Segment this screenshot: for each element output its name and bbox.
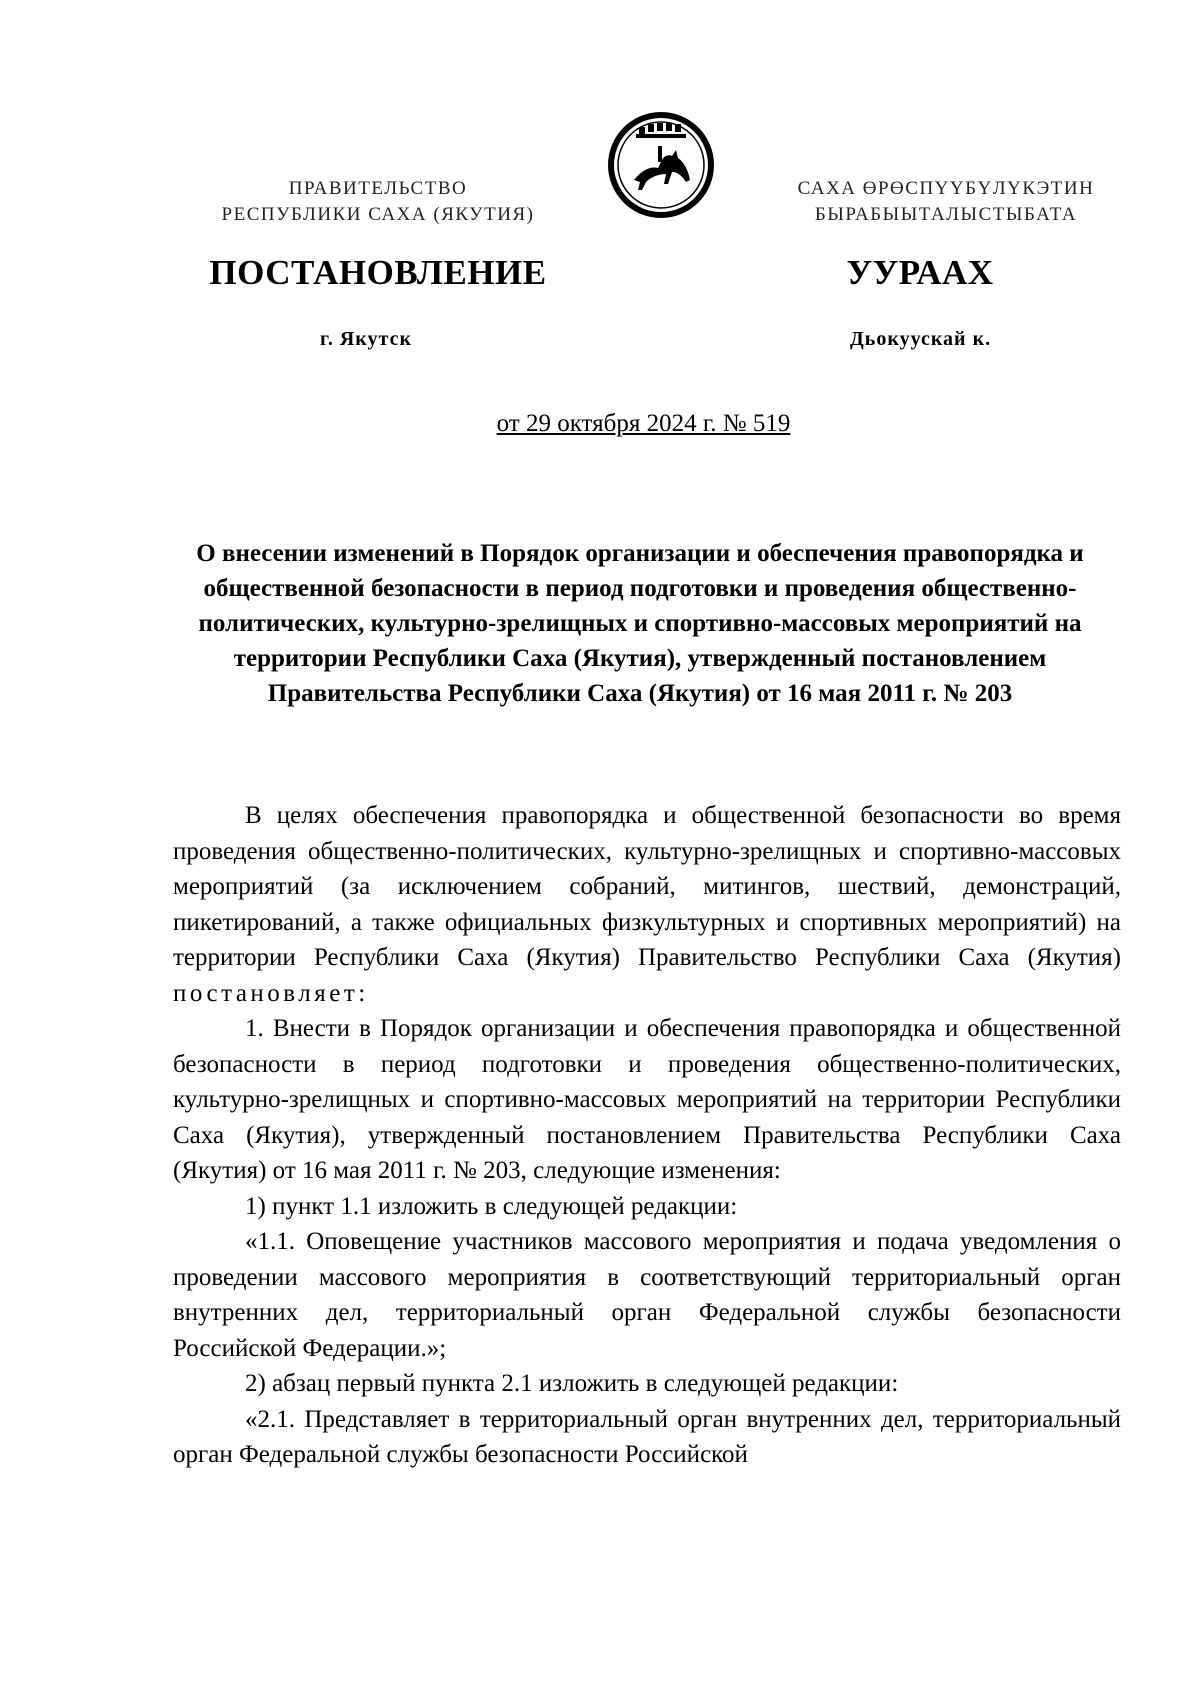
document-type-title-ru: ПОСТАНОВЛЕНИЕ (209, 253, 547, 292)
header-left-organization (148, 176, 608, 228)
document-subject: О внесении изменений в Порядок организации и обеспечения правопорядка и общественной безопасности в период подготовки и проведения общественно-политических, культурно-зрелищных и спортивно-массовых мероприятий на территории Республики Саха (Якутия), утвержденный постановлением Правительства Республики Саха (Якутия) от 16 мая 2011 г. № 203 (196, 540, 1084, 707)
sub-item-2-paragraph: 2) абзац первый пункта 2.1 изложить в следующей редакции: (245, 1370, 899, 1397)
quoted-clause-2-1-paragraph: «2.1. Представляет в территориальный орган внутренних дел, территориальный орган Федеральной службы безопасности Российской (173, 1405, 1121, 1468)
city-ru: г. Якутск (320, 328, 412, 350)
city-sakha: Дьокуускай к. (850, 328, 992, 350)
clause-1-paragraph: 1. Внести в Порядок организации и обеспечения правопорядка и общественной безопасности в период подготовки и проведения общественно-политических, культурно-зрелищных и спортивно-массовых мероприятий на территории Республики Саха (Якутия), утвержденный постановлением Правительства Республики Саха (Якутия) от 16 мая 2011 г. № 203, следующие изменения: (173, 1015, 1121, 1184)
header-right-organization (716, 176, 1176, 228)
preamble-paragraph (173, 798, 1121, 1011)
header-right-line1: САХА ӨРӨСПҮҮБҮЛҮКЭТИН (797, 178, 1095, 199)
coat-of-arms-icon (606, 110, 716, 220)
quoted-clause-1-1-paragraph: «1.1. Оповещение участников массового мероприятия и подача уведомления о проведении массового мероприятия в соответствующий территориальный орган внутренних дел, территориальный орган Федеральной службы безопасности Российской Федерации.»; (173, 1228, 1121, 1362)
document-date-number: от 29 октября 2024 г. № 519 (496, 410, 791, 437)
header-right-line2: БЫРАБЫЫТАЛЫСТЫБАТА (814, 204, 1078, 225)
header-left-line2: РЕСПУБЛИКИ САХА (ЯКУТИЯ) (221, 204, 535, 225)
decree-verb: постановляет: (173, 979, 369, 1007)
sub-item-1-paragraph: 1) пункт 1.1 изложить в следующей редакции: (245, 1192, 738, 1220)
preamble-text: В целях обеспечения правопорядка и общественной безопасности во время проведения общественно-политических, культурно-зрелищных и спортивно-массовых мероприятий (за исключением собраний, митингов, шествий, демонстраций, пикетирований, а также официальных физкультурных и спортивных мероприятий) на территории Республики Саха (Якутия) Правительство Республики Саха (Якутия) (173, 802, 1121, 971)
header-left-line1: ПРАВИТЕЛЬСТВО (288, 178, 468, 199)
document-body (173, 798, 1121, 1473)
document-type-title-sakha: УУРААХ (846, 253, 994, 292)
